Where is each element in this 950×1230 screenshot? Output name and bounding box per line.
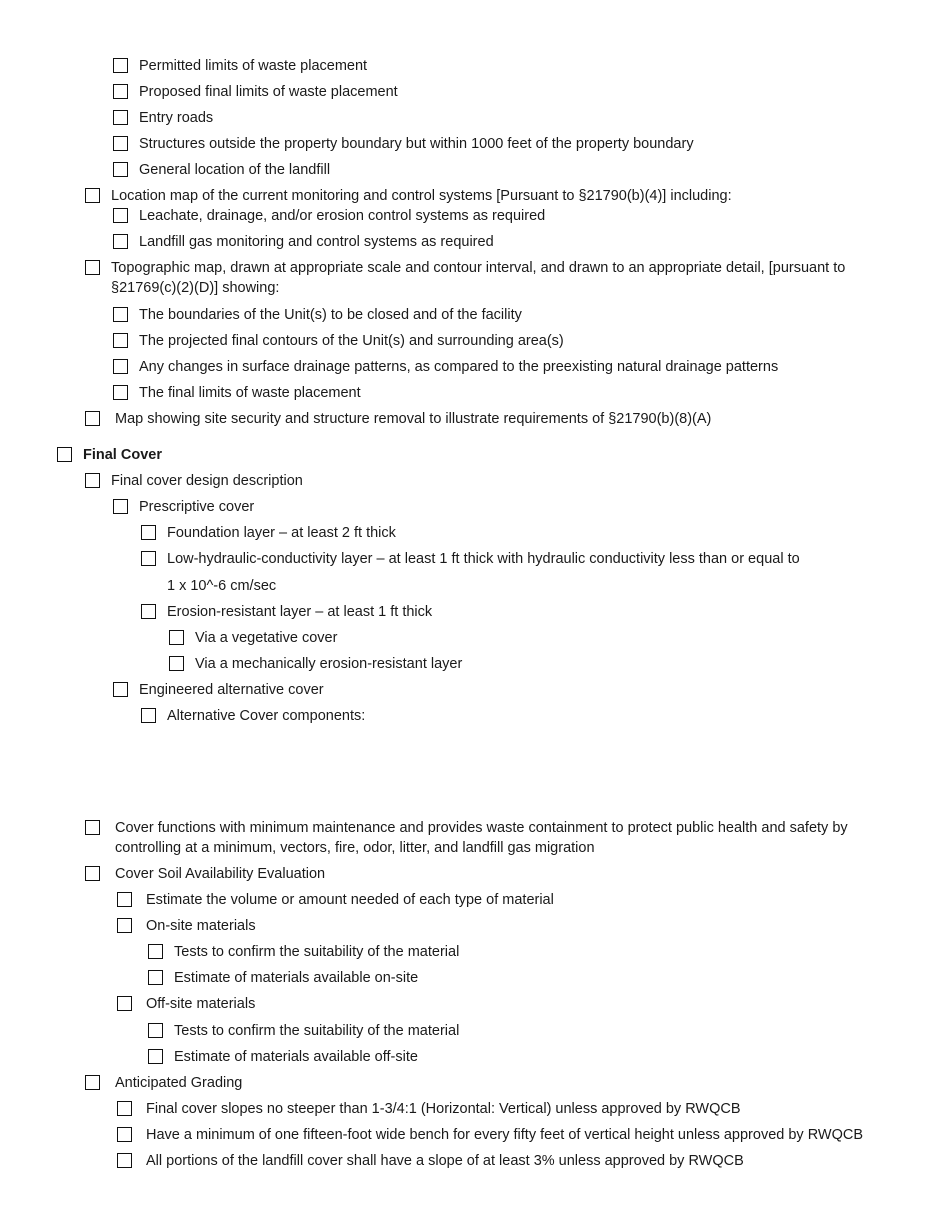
item-label: Any changes in surface drainage patterns, as compared to the preexisting natural drainage patterns bbox=[139, 359, 779, 375]
checkbox[interactable] bbox=[169, 656, 184, 671]
item-label: Have a minimum of one fifteen-foot wide bench for every fifty feet of vertical height unless approved by RWQCB bbox=[146, 1127, 864, 1143]
checkbox[interactable] bbox=[113, 359, 128, 374]
checkbox[interactable] bbox=[117, 1153, 132, 1168]
checkbox[interactable] bbox=[117, 1101, 132, 1116]
checkbox[interactable] bbox=[117, 996, 132, 1011]
checkbox[interactable] bbox=[117, 918, 132, 933]
item-label: Map showing site security and structure removal to illustrate requirements of §21790(b)(8)(A) bbox=[115, 411, 712, 427]
checkbox[interactable] bbox=[148, 970, 163, 985]
checkbox[interactable] bbox=[85, 866, 100, 881]
checkbox[interactable] bbox=[85, 820, 100, 835]
checkbox[interactable] bbox=[113, 499, 128, 514]
checkbox[interactable] bbox=[113, 208, 128, 223]
item-label: Estimate the volume or amount needed of each type of material bbox=[146, 892, 554, 908]
checkbox[interactable] bbox=[85, 411, 100, 426]
checkbox[interactable] bbox=[141, 604, 156, 619]
checkbox[interactable] bbox=[117, 1127, 132, 1142]
item-label: Structures outside the property boundary but within 1000 feet of the property boundary bbox=[139, 136, 694, 152]
item-label: Final cover design description bbox=[111, 473, 303, 489]
checkbox[interactable] bbox=[85, 188, 100, 203]
item-label: Leachate, drainage, and/or erosion control systems as required bbox=[139, 208, 546, 224]
item-label: Engineered alternative cover bbox=[139, 682, 324, 698]
item-label: All portions of the landfill cover shall have a slope of at least 3% unless approved by RWQCB bbox=[146, 1153, 744, 1169]
item-label: Anticipated Grading bbox=[115, 1075, 243, 1091]
checkbox[interactable] bbox=[117, 892, 132, 907]
checkbox[interactable] bbox=[148, 1023, 163, 1038]
checkbox[interactable] bbox=[113, 110, 128, 125]
checkbox[interactable] bbox=[113, 162, 128, 177]
item-label: The boundaries of the Unit(s) to be closed and of the facility bbox=[139, 307, 522, 323]
item-label: Off-site materials bbox=[146, 996, 256, 1012]
item-label: Alternative Cover components: bbox=[167, 708, 366, 724]
item-label: Location map of the current monitoring and control systems [Pursuant to §21790(b)(4)] including: bbox=[111, 188, 732, 204]
checkbox[interactable] bbox=[113, 58, 128, 73]
item-label: General location of the landfill bbox=[139, 162, 331, 178]
checkbox[interactable] bbox=[85, 1075, 100, 1090]
item-label: Via a vegetative cover bbox=[195, 630, 338, 646]
checkbox[interactable] bbox=[141, 525, 156, 540]
item-label: Landfill gas monitoring and control systems as required bbox=[139, 234, 494, 250]
item-label: On-site materials bbox=[146, 918, 256, 934]
item-label: 1 x 10^-6 cm/sec bbox=[167, 578, 277, 594]
checkbox[interactable] bbox=[141, 708, 156, 723]
checkbox[interactable] bbox=[85, 260, 100, 275]
item-label: Tests to confirm the suitability of the material bbox=[174, 1023, 460, 1039]
item-label: Cover functions with minimum maintenance and provides waste containment to protect public health and safety by controlling at a minimum, vectors, fire, odor, litter, and landfill gas migration bbox=[115, 820, 848, 856]
item-label: Via a mechanically erosion-resistant layer bbox=[195, 656, 463, 672]
item-label: Tests to confirm the suitability of the material bbox=[174, 944, 460, 960]
item-label: The projected final contours of the Unit(s) and surrounding area(s) bbox=[139, 333, 564, 349]
item-label: Foundation layer – at least 2 ft thick bbox=[167, 525, 396, 541]
item-label: Permitted limits of waste placement bbox=[139, 58, 368, 74]
checkbox[interactable] bbox=[57, 447, 72, 462]
checkbox[interactable] bbox=[141, 551, 156, 566]
checkbox[interactable] bbox=[113, 234, 128, 249]
item-label: Entry roads bbox=[139, 110, 214, 126]
item-label: Cover Soil Availability Evaluation bbox=[115, 866, 326, 882]
checkbox[interactable] bbox=[113, 682, 128, 697]
item-label: Proposed final limits of waste placement bbox=[139, 84, 398, 100]
checkbox[interactable] bbox=[169, 630, 184, 645]
item-label: Estimate of materials available on-site bbox=[174, 970, 419, 986]
item-label: Erosion-resistant layer – at least 1 ft thick bbox=[167, 604, 433, 620]
checkbox[interactable] bbox=[113, 84, 128, 99]
checkbox[interactable] bbox=[113, 385, 128, 400]
checkbox[interactable] bbox=[85, 473, 100, 488]
item-label: Low-hydraulic-conductivity layer – at least 1 ft thick with hydraulic conductivity less than or equal to bbox=[167, 551, 800, 567]
checklist-item bbox=[0, 818, 950, 858]
checkbox[interactable] bbox=[113, 307, 128, 322]
item-label: Final cover slopes no steeper than 1-3/4:1 (Horizontal: Vertical) unless approved by RWQCB bbox=[146, 1101, 741, 1117]
item-label: The final limits of waste placement bbox=[139, 385, 361, 401]
item-label: Estimate of materials available off-site bbox=[174, 1049, 418, 1065]
checkbox[interactable] bbox=[148, 1049, 163, 1064]
checkbox[interactable] bbox=[148, 944, 163, 959]
checklist-item bbox=[0, 258, 950, 298]
item-label: Prescriptive cover bbox=[139, 499, 255, 515]
checkbox[interactable] bbox=[113, 333, 128, 348]
checkbox[interactable] bbox=[113, 136, 128, 151]
section-title: Final Cover bbox=[83, 447, 162, 463]
item-label: Topographic map, drawn at appropriate scale and contour interval, and drawn to an appropriate detail, [pursuant to §21769(c)(2)(D)] showing: bbox=[111, 260, 846, 296]
